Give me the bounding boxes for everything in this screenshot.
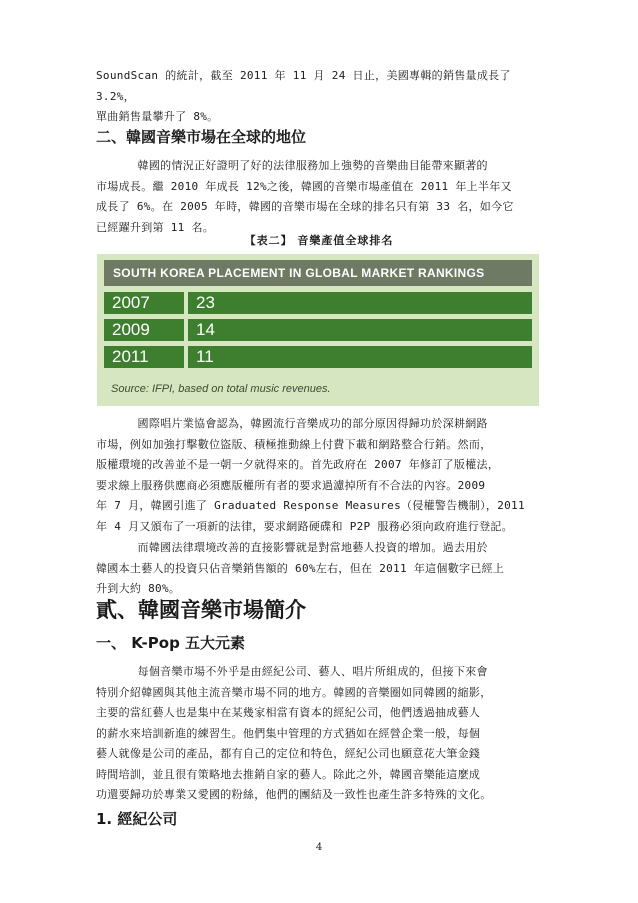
figure-rank: 23	[188, 292, 532, 314]
figure-year: 2007	[104, 292, 184, 314]
subsection-heading-agency: 1. 經紀公司	[96, 810, 178, 828]
law-paragraph: 而韓國法律環境改善的直接影響就是對當地藝人投資的增加。過去用於 韓國本土藝人的投資只佔音樂銷售額的 60%左右，但在 2011 年這個數字已經上 升到大約 80%。	[96, 541, 505, 595]
global-position-paragraph: 韓國的情況正好證明了好的法律服務加上強勢的音樂曲目能帶來顯著的 市場成長。繼 2010 年成長 12%之後，韓國的音樂市場產值在 2011 年上半年又 成長了 6%。在 2005 年時，韓國的音樂市場在全球的排名只有第 33 名，如今它 已經躍升到第 11 名。	[96, 159, 514, 234]
figure-year: 2009	[104, 319, 184, 341]
section-heading-kpop: 一、 K-Pop 五大元素	[96, 634, 246, 652]
figure-rank: 11	[188, 346, 532, 368]
figure-row	[104, 346, 532, 368]
table-caption: 【表二】 音樂產值全球排名	[244, 234, 394, 247]
ifpi-paragraph: 國際唱片業協會認為，韓國流行音樂成功的部分原因得歸功於深耕網路 市場，例如加強打擊數位盜版、積極推動線上付費下載和網路整合行銷。然而， 版權環境的改善並不是一朝一夕就得來的。首先政府在 2007 年修訂了版權法， 要求線上服務供應商必須應版權所有者的要求過濾掉所有不合法的內容。2009 年 7 月，韓國引進了 Graduated Response Measures（侵權警告機制），2011 年 4 月又頒布了一項新的法律，要求網路硬碟和 P2P 服務必須向政府進行登記。	[96, 417, 525, 533]
kpop-paragraph: 每個音樂市場不外乎是由經紀公司、藝人、唱片所組成的，但接下來會 特別介紹韓國與其他主流音樂市場不同的地方。韓國的音樂圈如同韓國的縮影， 主要的當紅藝人也是集中在某幾家相當有資本的經紀公司，他們透過抽成藝人 的薪水來培訓新進的練習生。他們集中管理的方式猶如在經營企業一般，每個 藝人就像是公司的產品，都有自己的定位和特色，經紀公司也願意花大筆金錢 時間培訓，並且很有策略地去推銷自家的藝人。除此之外，韓國音樂能這麼成 功還要歸功於專業又愛國的粉絲，他們的團結及一致性也產生許多特殊的文化。	[96, 665, 492, 801]
figure-row	[104, 319, 532, 341]
ranking-figure	[97, 254, 539, 406]
figure-title: SOUTH KOREA PLACEMENT IN GLOBAL MARKET RANKINGS	[104, 260, 532, 286]
section-heading-global-position: 二、韓國音樂市場在全球的地位	[96, 128, 307, 146]
figure-row	[104, 292, 532, 314]
figure-rank: 14	[188, 319, 532, 341]
intro-paragraph: SoundScan 的統計，截至 2011 年 11 月 24 日止，美國專輯的銷售量成長了 3.2%， 單曲銷售量攀升了 8%。	[96, 69, 511, 123]
figure-source: Source: IFPI, based on total music revenues.	[111, 383, 331, 395]
figure-year: 2011	[104, 346, 184, 368]
chapter-heading: 貳、韓國音樂市場簡介	[96, 598, 306, 622]
page-number: 4	[315, 842, 323, 853]
